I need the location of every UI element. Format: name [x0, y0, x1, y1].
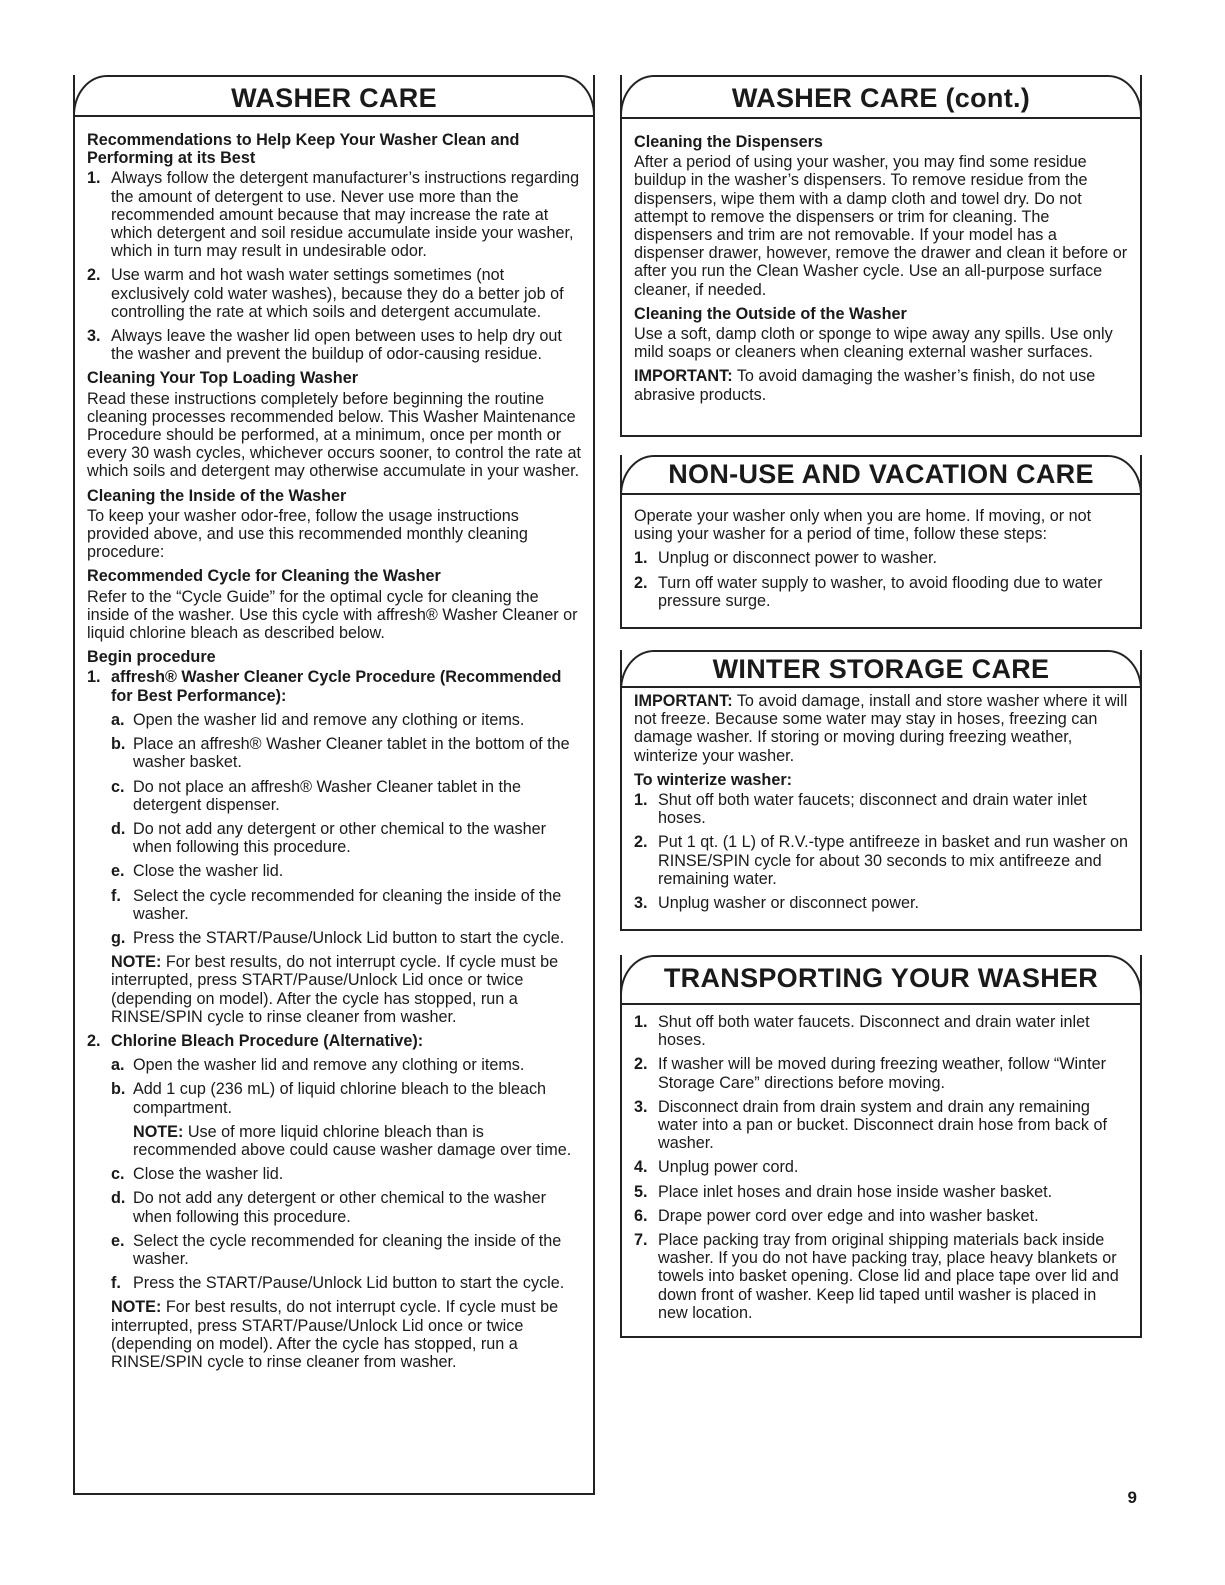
list-item: d. Do not add any detergent or other chemical to the washer when following this procedure. — [111, 1189, 547, 1226]
header-top-line — [107, 75, 561, 77]
subheading: To winterize washer: — [634, 770, 793, 789]
header-top-line — [654, 955, 1108, 957]
note: NOTE: For best results, do not interrupt cycle. If cycle must be interrupted, press START/Pause/Unlock Lid once or twice (depending on model). After the cycle has stopped, run a RINSE/SPIN cycle to rinse cleaner from washer. — [111, 1298, 559, 1371]
list-item: 4. Unplug power cord. — [634, 1158, 799, 1177]
page-number: 9 — [1127, 1488, 1137, 1507]
washer-care-body — [87, 131, 583, 1377]
paragraph: To keep your washer odor-free, follow the usage instructions provided above, and use this recommended monthly cleaning procedure: — [87, 506, 528, 562]
section-title: WINTER STORAGE CARE — [712, 654, 1050, 684]
header-top-line — [654, 75, 1108, 77]
important-note: IMPORTANT: To avoid damaging the washer’s finish, do not use abrasive products. — [634, 367, 1096, 404]
important-note: IMPORTANT: To avoid damage, install and store washer where it will not freeze. Because some water may stay in hoses, freezing can damage washer. If storing or moving during freezing weather, winterize your washer. — [634, 692, 1128, 765]
note: NOTE: For best results, do not interrupt cycle. If cycle must be interrupted, press START/Pause/Unlock Lid once or twice (depending on model). After the cycle has stopped, run a RINSE/SPIN cycle to rinse cleaner from washer. — [111, 953, 559, 1026]
list-item: 2. Put 1 qt. (1 L) of R.V.-type antifreeze in basket and run washer on RINSE/SPIN cycle for about 30 seconds to mix antifreeze and remaining water. — [634, 833, 1129, 888]
list-item: 7. Place packing tray from original shipping materials back inside washer. If you do not have packing tray, place heavy blankets or towels into basket opening. Close lid and place tape over lid and down front of washer. Keep lid taped until washer is placed in new location. — [634, 1231, 1119, 1322]
list-item: 3. Disconnect drain from drain system and drain any remaining water into a pan or bucket. Disconnect drain hose from back of washer. — [634, 1097, 1107, 1153]
header-divider — [622, 686, 1140, 688]
list-item: 2. Turn off water supply to washer, to avoid flooding due to water pressure surge. — [634, 573, 1103, 610]
header-top-line — [654, 650, 1108, 652]
list-item: c. Do not place an affresh® Washer Cleaner tablet in the detergent dispenser. — [111, 777, 522, 814]
subheading: Cleaning Your Top Loading Washer — [87, 369, 358, 388]
winter-storage-section — [620, 650, 1142, 931]
subheading: Recommendations to Help Keep Your Washer Clean and Performing at its Best — [87, 131, 520, 168]
procedure-steps — [111, 1056, 583, 1292]
list-item: e. Close the washer lid. — [111, 862, 284, 881]
list-item: 2. If washer will be moved during freezing weather, follow “Winter Storage Care” directions before moving. — [634, 1055, 1107, 1092]
list-item: 3. Always leave the washer lid open between uses to help dry out the washer and prevent the buildup of odor-causing residue. — [87, 327, 562, 364]
list-item: a. Open the washer lid and remove any clothing or items. — [111, 1056, 525, 1075]
list-item: b. Place an affresh® Washer Cleaner tablet in the bottom of the washer basket. — [111, 735, 570, 772]
paragraph: Use a soft, damp cloth or sponge to wipe away any spills. Use only mild soaps or cleaners when cleaning external washer surfaces. — [634, 325, 1113, 362]
header-divider — [75, 115, 593, 117]
paragraph: Operate your washer only when you are home. If moving, or not using your washer for a period of time, follow these steps: — [634, 507, 1092, 544]
procedure-heading: 1. affresh® Washer Cleaner Cycle Procedure (Recommended for Best Performance): — [87, 668, 562, 705]
washer-care-section — [73, 75, 595, 1495]
paragraph: Refer to the “Cycle Guide” for the optimal cycle for cleaning the inside of the washer. Use this cycle with affresh® Washer Cleaner or liquid chlorine bleach as described below. — [87, 587, 578, 643]
procedure-heading: 2. Chlorine Bleach Procedure (Alternative): — [87, 1031, 424, 1050]
subheading: Cleaning the Inside of the Washer — [87, 486, 347, 505]
list-item: 1. Shut off both water faucets. Disconnect and drain water inlet hoses. — [634, 1013, 1090, 1050]
section-title: WASHER CARE (cont.) — [731, 83, 1031, 113]
section-title: TRANSPORTING YOUR WASHER — [663, 963, 1099, 993]
paragraph: After a period of using your washer, you may find some residue buildup in the washer’s dispensers. To remove residue from the dispensers, wipe them with a damp cloth and towel dry. Do not attempt to remove the dispensers or trim for cleaning. The dispensers and trim are not removable. If your model has a dispenser drawer, however, remove the drawer and clean it before or after you run the Clean Washer cycle. Use an all-purpose surface cleaner, if needed. — [634, 153, 1128, 299]
washer-care-cont-body — [634, 133, 1130, 410]
winter-storage-body — [634, 692, 1130, 918]
header-top-line — [654, 455, 1108, 457]
list-item: f. Press the START/Pause/Unlock Lid button to start the cycle. — [111, 1274, 565, 1293]
list-item: 6. Drape power cord over edge and into washer basket. — [634, 1206, 1039, 1225]
list-item: a. Open the washer lid and remove any clothing or items. — [111, 710, 525, 729]
transporting-body — [634, 1013, 1130, 1328]
note: NOTE: Use of more liquid chlorine bleach than is recommended above could cause washer damage over time. — [133, 1122, 572, 1159]
list-item: 5. Place inlet hoses and drain hose inside washer basket. — [634, 1182, 1053, 1201]
header-divider — [622, 1003, 1140, 1005]
header-divider — [622, 117, 1140, 119]
list-item: g. Press the START/Pause/Unlock Lid button to start the cycle. — [111, 928, 565, 947]
non-use-section — [620, 455, 1142, 629]
transporting-section — [620, 955, 1142, 1338]
section-title: NON-USE AND VACATION CARE — [668, 459, 1094, 489]
list-item: 1. Unplug or disconnect power to washer. — [634, 549, 937, 568]
subheading: Recommended Cycle for Cleaning the Washer — [87, 567, 441, 586]
list-item: 3. Unplug washer or disconnect power. — [634, 894, 919, 913]
subheading: Cleaning the Dispensers — [634, 133, 823, 151]
washer-care-cont-section — [620, 75, 1142, 437]
procedure-steps — [111, 711, 583, 1026]
subheading: Begin procedure — [87, 648, 216, 667]
list-item: 2. Use warm and hot wash water settings sometimes (not exclusively cold water washes), because they do a better job of controlling the rate at which soils and detergent accumulate. — [87, 266, 564, 321]
list-item: 1. Shut off both water faucets; disconnect and drain water inlet hoses. — [634, 791, 1087, 828]
list-item: c. Close the washer lid. — [111, 1165, 284, 1184]
subheading: Cleaning the Outside of the Washer — [634, 304, 907, 323]
list-item: f. Select the cycle recommended for cleaning the inside of the washer. — [111, 886, 562, 923]
section-title: WASHER CARE — [231, 83, 437, 113]
list-item: b. Add 1 cup (236 mL) of liquid chlorine bleach to the bleach compartment. — [111, 1080, 547, 1117]
paragraph: Read these instructions completely before beginning the routine cleaning processes recommended below. This Washer Maintenance Procedure should be performed, at a minimum, once per month or every 30 wash cycles, whichever occurs sooner, to control the rate at which soils and detergent may otherwise accumulate in your washer. — [87, 389, 581, 481]
list-item: e. Select the cycle recommended for cleaning the inside of the washer. — [111, 1231, 562, 1268]
list-item: 1. Always follow the detergent manufacturer’s instructions regarding the amount of detergent to use. Never use more than the recommended amount because that may increase the rate at which detergent and soil residue accumulate inside your washer, which in turn may result in undesirable odor. — [87, 169, 580, 261]
list-item: d. Do not add any detergent or other chemical to the washer when following this procedure. — [111, 819, 547, 857]
header-divider — [622, 493, 1140, 495]
non-use-body — [634, 507, 1130, 616]
